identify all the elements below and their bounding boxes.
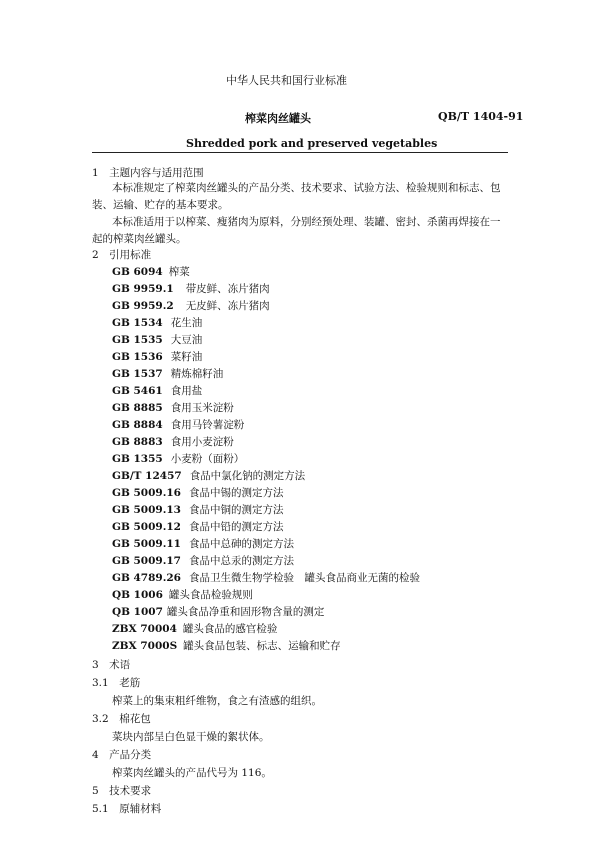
reference-item [112,606,324,618]
reference-title: 食品中总汞的测定方法 [189,555,294,567]
reference-item [112,317,202,329]
reference-item [112,521,284,533]
reference-code: GB 8884 [112,419,163,431]
section-5-1-heading: 5.1 原辅材料 [92,803,162,815]
reference-title: 榨菜 [168,266,190,278]
reference-title: 无皮鲜、冻片猪肉 [185,300,270,312]
reference-item [112,385,202,397]
reference-item [112,266,190,278]
reference-title: 食品中氯化钠的测定方法 [189,470,306,482]
reference-item [112,419,244,431]
reference-title: 食品中铅的测定方法 [189,521,284,533]
section-2-heading: 2 引用标准 [92,249,152,261]
reference-code: GB 4789.26 [112,572,181,584]
reference-item [112,555,294,567]
reference-code: GB 1536 [112,351,163,363]
header-divider [92,152,508,153]
reference-code: QB 1007 [112,606,163,618]
section-3-1-heading: 3.1 老筋 [92,677,141,689]
reference-item [112,351,202,363]
section-4-text: 榨菜肉丝罐头的产品代号为 116。 [112,767,272,779]
reference-code: GB 5009.12 [112,521,181,533]
reference-title: 小麦粉（面粉） [170,453,245,465]
reference-code: GB 1355 [112,453,163,465]
reference-title: 带皮鲜、冻片猪肉 [185,283,270,295]
reference-title: 菜籽油 [170,351,203,363]
reference-item [112,368,223,380]
reference-code: GB 9959.1 [112,283,174,295]
reference-title: 罐头食品包装、标志、运输和贮存 [183,640,341,652]
reference-title: 食用玉米淀粉 [170,402,234,414]
reference-title: 罐头食品的感官检验 [182,623,278,635]
reference-code: GB 8883 [112,436,163,448]
reference-item [112,538,294,550]
reference-code: GB 6094 [112,266,163,278]
section-1-para-2-line-2: 起的榨菜肉丝罐头。 [92,233,187,245]
reference-code: GB 5461 [112,385,163,397]
document-title-cn: 榨菜肉丝罐头 [245,112,311,125]
reference-item [112,640,341,652]
reference-title: 食品卫生微生物学检验 罐头食品商业无菌的检验 [189,572,420,584]
section-3-1-text: 榨菜上的集束粗纤维物，食之有渣感的组织。 [112,695,322,707]
reference-item [112,402,234,414]
section-1-para-1-line-1: 本标准规定了榨菜肉丝罐头的产品分类、技术要求、试验方法、检验规则和标志、包 [112,182,501,194]
reference-code: GB 5009.16 [112,487,181,499]
reference-code: GB 5009.11 [112,538,181,550]
reference-title: 花生油 [170,317,203,329]
reference-code: ZBX 7000S [112,640,178,652]
section-5-heading: 5 技术要求 [92,785,152,797]
reference-item [112,436,234,448]
reference-code: GB 1535 [112,334,163,346]
section-1-heading: 1 主题内容与适用范围 [92,167,204,179]
reference-item [112,487,284,499]
reference-item [112,453,244,465]
reference-title: 食用马铃薯淀粉 [170,419,245,431]
reference-title: 食品中锡的测定方法 [189,487,284,499]
standard-number: QB/T 1404-91 [438,110,524,123]
reference-title: 食品中铜的测定方法 [189,504,284,516]
reference-code: GB 1537 [112,368,163,380]
reference-item [112,470,305,482]
reference-code: GB 8885 [112,402,163,414]
section-1-para-1-line-2: 装、运输、贮存的基本要求。 [92,199,229,211]
reference-code: QB 1006 [112,589,163,601]
section-3-heading: 3 术语 [92,659,131,671]
reference-title: 食用盐 [170,385,203,397]
reference-code: GB 1534 [112,317,163,329]
reference-item [112,283,270,295]
section-1-para-2-line-1: 本标准适用于以榨菜、瘦猪肉为原料，分别经预处理、装罐、密封、杀菌再焊接在一 [112,216,501,228]
reference-title: 罐头食品检验规则 [168,589,253,601]
reference-title: 精炼棉籽油 [170,368,224,380]
section-3-2-text: 菜块内部呈白色显干燥的絮状体。 [112,731,270,743]
reference-item [112,572,420,584]
reference-item [112,623,277,635]
reference-code: GB 5009.17 [112,555,181,567]
section-4-heading: 4 产品分类 [92,749,152,761]
reference-code: GB 5009.13 [112,504,181,516]
reference-item [112,589,253,601]
reference-title: 罐头食品净重和固形物含量的测定 [166,606,325,618]
reference-item [112,334,202,346]
reference-item [112,300,270,312]
document-title-en: Shredded pork and preserved vegetables [186,137,438,150]
section-3-2-heading: 3.2 棉花包 [92,713,151,725]
reference-item [112,504,284,516]
reference-title: 食用小麦淀粉 [170,436,234,448]
reference-code: GB/T 12457 [112,470,182,482]
reference-code: GB 9959.2 [112,300,174,312]
reference-title: 食品中总砷的测定方法 [189,538,294,550]
reference-code: ZBX 70004 [112,623,177,635]
industry-standard-label: 中华人民共和国行业标准 [226,74,347,87]
reference-title: 大豆油 [170,334,203,346]
